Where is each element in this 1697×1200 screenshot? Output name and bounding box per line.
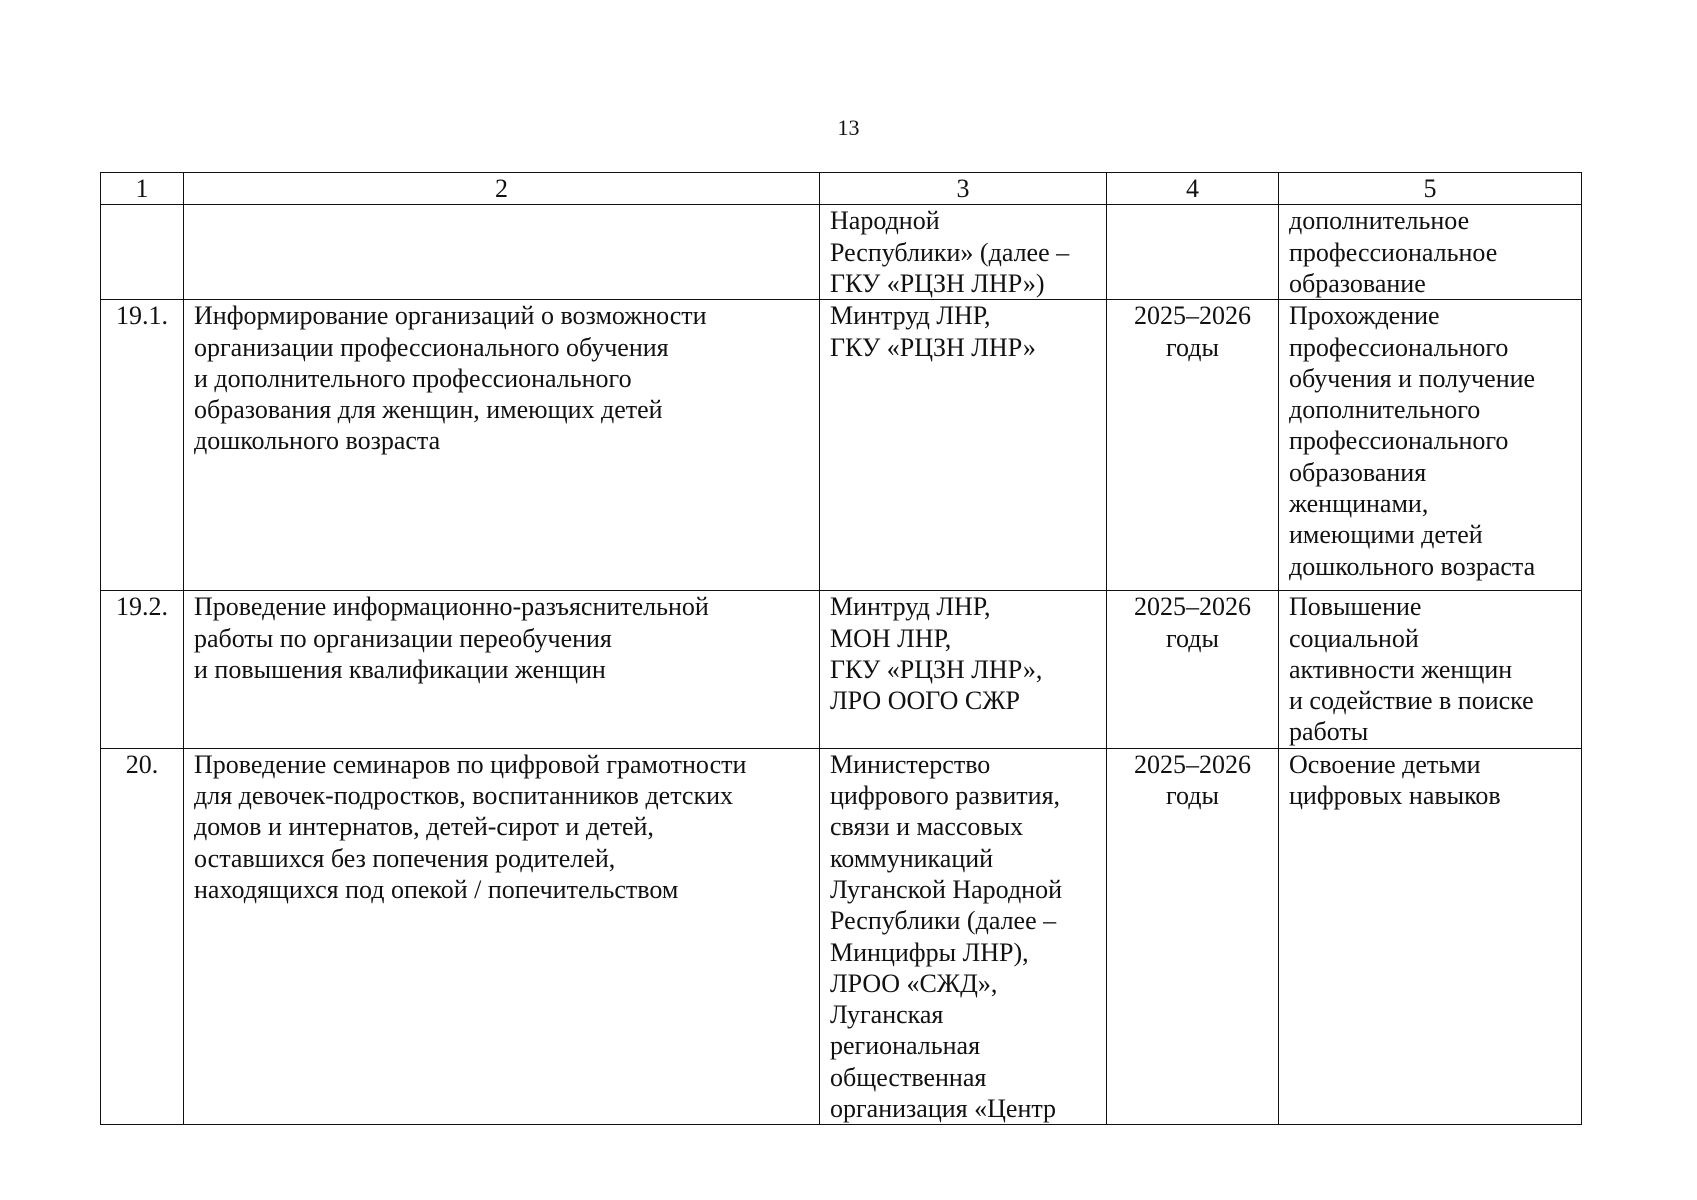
result-cell: Освоение детьми цифровых навыков [1279, 748, 1582, 1125]
column-header: 2 [184, 173, 820, 205]
item-number-cell: 20. [101, 748, 184, 1125]
action-cell: Проведение семинаров по цифровой грамотности для девочек-подростков, воспитанников детских домов и интернатов, детей-сирот и детей, оставшихся без попечения родителей, находящихся под опекой / попечительством [184, 748, 820, 1125]
column-header: 5 [1279, 173, 1582, 205]
plan-table [100, 172, 1582, 1125]
column-header: 1 [101, 173, 184, 205]
table-row [101, 300, 1582, 591]
action-cell: Проведение информационно-разъяснительной работы по организации переобучения и повышения квалификации женщин [184, 591, 820, 748]
table-row [101, 748, 1582, 1125]
period-cell: 2025–2026 годы [1107, 300, 1279, 591]
table-row [101, 205, 1582, 300]
executor-cell: Минтруд ЛНР, ГКУ «РЦЗН ЛНР» [820, 300, 1107, 591]
period-cell [1107, 205, 1279, 300]
period-cell: 2025–2026 годы [1107, 591, 1279, 748]
result-cell: дополнительное профессиональное образование [1279, 205, 1582, 300]
action-cell: Информирование организаций о возможности организации профессионального обучения и дополнительного профессионального образования для женщин, имеющих детей дошкольного возраста [184, 300, 820, 591]
executor-cell: Министерство цифрового развития, связи и массовых коммуникаций Луганской Народной Республики (далее – Минцифры ЛНР), ЛРОО «СЖД», Луганская региональная общественная организация «Центр [820, 748, 1107, 1125]
table-header-row [101, 173, 1582, 205]
column-header: 4 [1107, 173, 1279, 205]
executor-cell: Народной Республики» (далее – ГКУ «РЦЗН ЛНР») [820, 205, 1107, 300]
table-row [101, 591, 1582, 748]
result-cell: Прохождение профессионального обучения и получение дополнительного профессионального образования женщинами, имеющими детей дошкольного возраста [1279, 300, 1582, 591]
result-cell: Повышение социальной активности женщин и содействие в поиске работы [1279, 591, 1582, 748]
action-cell [184, 205, 820, 300]
column-header: 3 [820, 173, 1107, 205]
period-cell: 2025–2026 годы [1107, 748, 1279, 1125]
item-number-cell: 19.1. [101, 300, 184, 591]
item-number-cell [101, 205, 184, 300]
executor-cell: Минтруд ЛНР, МОН ЛНР, ГКУ «РЦЗН ЛНР», ЛРО ООГО СЖР [820, 591, 1107, 748]
page-number: 13 [837, 115, 860, 140]
item-number-cell: 19.2. [101, 591, 184, 748]
